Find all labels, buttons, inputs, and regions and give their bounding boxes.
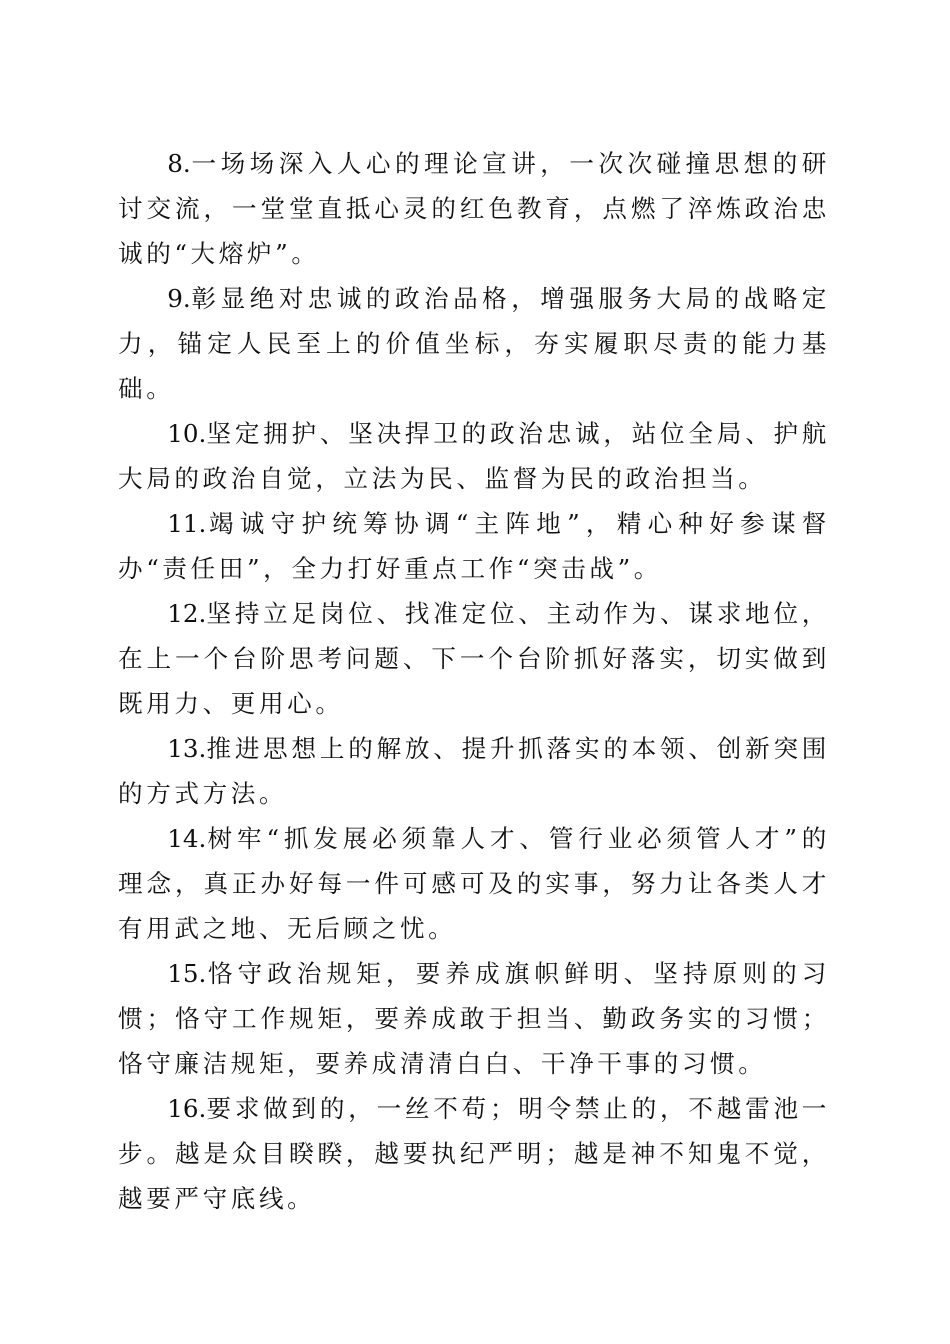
paragraph-13	[118, 726, 830, 816]
paragraph-number: 11.	[167, 509, 207, 538]
paragraph-text: 坚持立足岗位、找准定位、主动作为、谋求地位，在上一个台阶思考问题、下一个台阶抓好落实，切实做到既用力、更用心。	[118, 599, 830, 718]
paragraph-number: 13.	[167, 734, 207, 763]
paragraph-text: 一场场深入人心的理论宣讲，一次次碰撞思想的研讨交流，一堂堂直抵心灵的红色教育，点燃了淬炼政治忠诚的“大熔炉”。	[118, 149, 830, 268]
paragraph-number: 10.	[167, 419, 207, 448]
paragraph-text: 要求做到的，一丝不苟；明令禁止的，不越雷池一步。越是众目睽睽，越要执纪严明；越是神不知鬼不觉，越要严守底线。	[118, 1094, 830, 1213]
paragraph-8	[118, 141, 830, 276]
paragraph-text: 坚定拥护、坚决捍卫的政治忠诚，站位全局、护航大局的政治自觉，立法为民、监督为民的政治担当。	[118, 419, 830, 493]
paragraph-number: 9.	[167, 284, 191, 313]
paragraph-14	[118, 816, 830, 951]
paragraph-text: 推进思想上的解放、提升抓落实的本领、创新突围的方式方法。	[118, 734, 830, 808]
paragraph-number: 12.	[167, 599, 207, 628]
paragraph-text: 恪守政治规矩，要养成旗帜鲜明、坚持原则的习惯；恪守工作规矩，要养成敢于担当、勤政务实的习惯；恪守廉洁规矩，要养成清清白白、干净干事的习惯。	[118, 959, 830, 1078]
paragraph-10	[118, 411, 830, 501]
paragraph-11	[118, 501, 830, 591]
document-body	[118, 141, 830, 1221]
paragraph-12	[118, 591, 830, 726]
paragraph-number: 15.	[167, 959, 207, 988]
paragraph-number: 16.	[167, 1094, 207, 1123]
paragraph-text: 彰显绝对忠诚的政治品格，增强服务大局的战略定力，锚定人民至上的价值坐标，夯实履职尽责的能力基础。	[118, 284, 830, 403]
paragraph-number: 8.	[167, 149, 191, 178]
paragraph-16	[118, 1086, 830, 1221]
paragraph-number: 14.	[167, 824, 207, 853]
paragraph-9	[118, 276, 830, 411]
paragraph-text: 竭诚守护统筹协调“主阵地”，精心种好参谋督办“责任田”，全力打好重点工作“突击战”。	[118, 509, 830, 583]
paragraph-text: 树牢“抓发展必须靠人才、管行业必须管人才”的理念，真正办好每一件可感可及的实事，努力让各类人才有用武之地、无后顾之忧。	[118, 824, 830, 943]
paragraph-15	[118, 951, 830, 1086]
